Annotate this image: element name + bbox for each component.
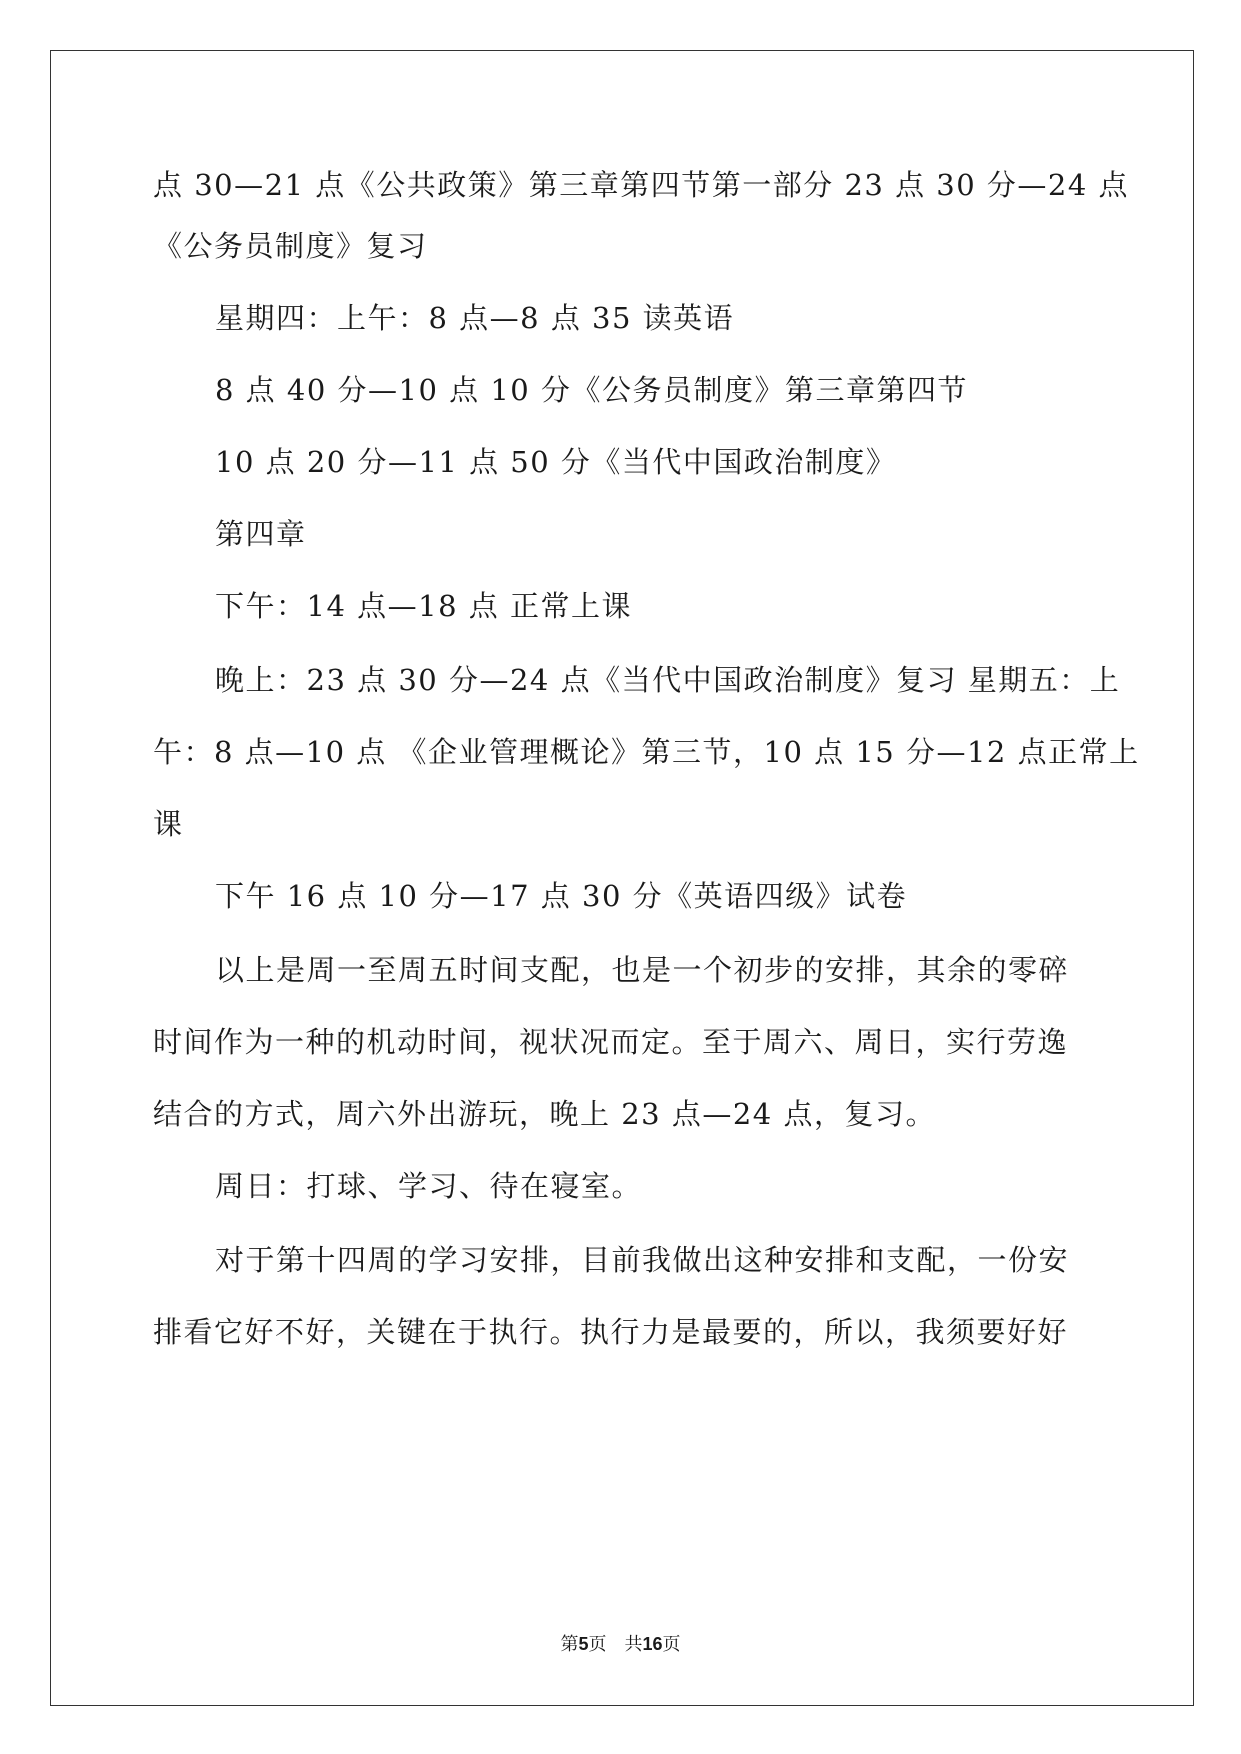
page-label-middle: 页 共 (588, 1634, 643, 1655)
text-line: 星期四：上午：8 点—8 点 35 读英语 (215, 301, 735, 335)
text-line: 点 30—21 点《公共政策》第三章第四节第一部分 23 点 30 分—24 点 (153, 168, 1130, 202)
page-label-prefix: 第 (560, 1634, 579, 1655)
page-label-suffix: 页 (662, 1634, 681, 1655)
page-number-footer (0, 1632, 1241, 1657)
text-line: 结合的方式，周六外出游玩，晚上 23 点—24 点，复习。 (153, 1097, 936, 1131)
text-line: 下午 16 点 10 分—17 点 30 分《英语四级》试卷 (215, 879, 908, 913)
text-line: 以上是周一至周五时间支配，也是一个初步的安排，其余的零碎 (215, 953, 1070, 987)
text-line: 10 点 20 分—11 点 50 分《当代中国政治制度》 (215, 445, 897, 479)
text-line: 下午：14 点—18 点 正常上课 (215, 589, 632, 623)
total-page-number: 16 (642, 1634, 663, 1654)
text-line: 晚上：23 点 30 分—24 点《当代中国政治制度》复习 星期五：上 (215, 663, 1121, 697)
text-line: 课 (153, 807, 184, 841)
current-page-number: 5 (578, 1634, 589, 1654)
text-line: 对于第十四周的学习安排，目前我做出这种安排和支配，一份安 (215, 1243, 1070, 1277)
text-line: 8 点 40 分—10 点 10 分《公务员制度》第三章第四节 (215, 373, 968, 407)
text-line: 第四章 (215, 517, 307, 551)
text-line: 《公务员制度》复习 (153, 229, 428, 263)
text-line: 午：8 点—10 点 《企业管理概论》第三节，10 点 15 分—12 点正常上 (153, 735, 1140, 769)
text-line: 时间作为一种的机动时间，视状况而定。至于周六、周日，实行劳逸 (153, 1025, 1069, 1059)
text-line: 周日：打球、学习、待在寝室。 (215, 1169, 643, 1203)
text-line: 排看它好不好，关键在于执行。执行力是最要的，所以，我须要好好 (153, 1315, 1069, 1349)
